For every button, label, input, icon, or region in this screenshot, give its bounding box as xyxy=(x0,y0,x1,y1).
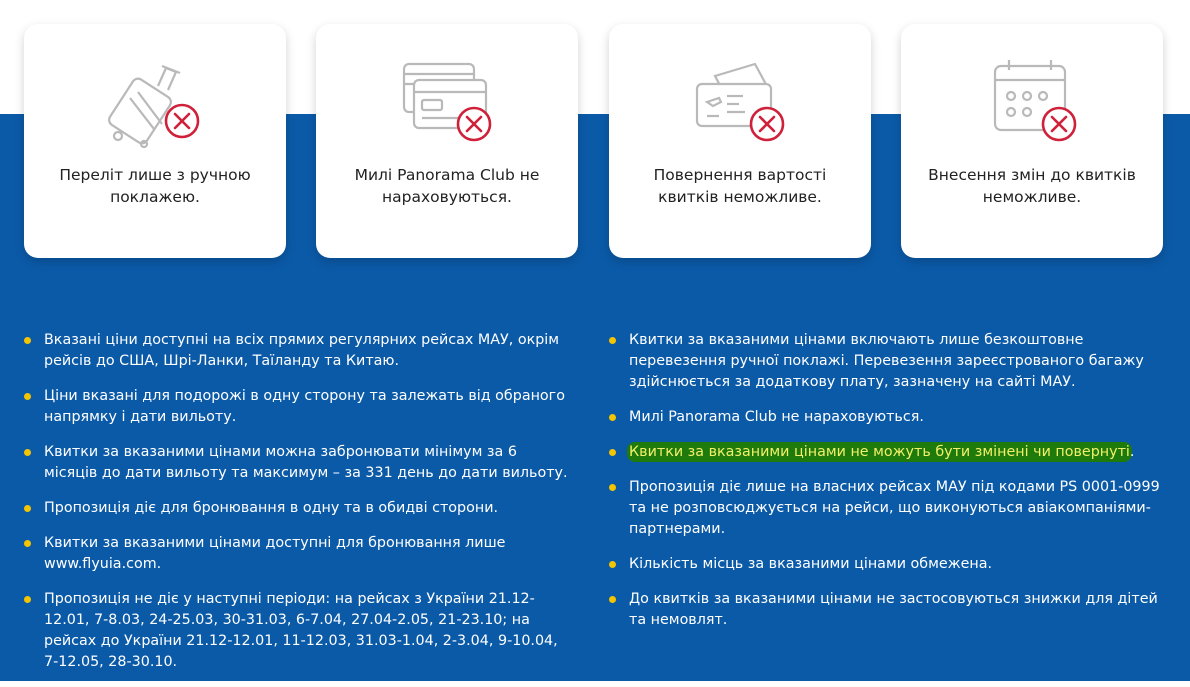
bullet-dot-icon xyxy=(609,337,616,344)
card-text: Повернення вартості квитків неможливе. xyxy=(653,166,827,206)
bullet-dot-icon xyxy=(24,540,31,547)
list-item-highlighted: Квитки за вказаними цінами не можуть бути змінені чи повернуті. xyxy=(609,442,1165,463)
cross-icon xyxy=(166,105,198,137)
list-item: Квитки за вказаними цінами включають лише безкоштовне перевезення ручної поклажі. Перевезення зареєстрованого багажу здійснюється за додаткову плату, зазначену на сайті МАУ. xyxy=(609,330,1165,393)
bullet-dot-icon xyxy=(24,505,31,512)
ticket-icon xyxy=(685,58,795,148)
list-item: Милі Panorama Club не нараховуються. xyxy=(609,407,1165,428)
list-item: Пропозиція не діє у наступні періоди: на рейсах з України 21.12-12.01, 7-8.03, 24-25.03, 30-31.03, 6-7.04, 27.04-2.05, 21-23.10; на рейсах до України 21.12-12.01, 11-12.03, 31.03-1.04, 2-3.04, 9-10.04, 7-12.05, 28-30.10. xyxy=(24,589,572,673)
card-text: Переліт лише з ручною поклажею. xyxy=(59,166,251,206)
bullet-dot-icon xyxy=(24,393,31,400)
left-bullet-list xyxy=(24,330,572,687)
cross-icon xyxy=(751,108,783,140)
bullet-dot-icon xyxy=(24,449,31,456)
list-item: Кількість місць за вказаними цінами обмежена. xyxy=(609,554,1165,575)
bullet-dot-icon xyxy=(609,449,616,456)
card-text: Милі Panorama Club не нараховуються. xyxy=(354,166,540,206)
bullet-dot-icon xyxy=(609,596,616,603)
highlighted-text: Квитки за вказаними цінами не можуть бути змінені чи повернуті xyxy=(629,444,1130,460)
list-item: До квитків за вказаними цінами не застосовуються знижки для дітей та немовлят. xyxy=(609,589,1165,631)
cross-icon xyxy=(458,108,490,140)
card-text: Внесення змін до квитків неможливе. xyxy=(928,166,1136,206)
list-item: Квитки за вказаними цінами доступні для бронювання лише www.flyuia.com. xyxy=(24,533,572,575)
credit-cards-icon xyxy=(392,58,502,148)
list-item: Квитки за вказаними цінами можна забронювати мінімум за 6 місяців до дати вильоту та максимум – за 331 день до дати вильоту. xyxy=(24,442,572,484)
list-item: Пропозиція діє для бронювання в одну та в обидві сторони. xyxy=(24,498,572,519)
list-item: Пропозиція діє лише на власних рейсах МАУ під кодами PS 0001-0999 та не розповсюджується на рейси, що виконуються авіакомпаніями-партнерами. xyxy=(609,477,1165,540)
card-hand-luggage xyxy=(24,24,286,258)
list-item: Ціни вказані для подорожі в одну сторону та залежать від обраного напрямку і дати вильоту. xyxy=(24,386,572,428)
calendar-icon xyxy=(977,58,1087,148)
right-bullet-list xyxy=(609,330,1165,645)
bullet-dot-icon xyxy=(609,561,616,568)
bullet-dot-icon xyxy=(609,484,616,491)
suitcase-icon xyxy=(100,58,210,148)
bullet-dot-icon xyxy=(24,337,31,344)
bullet-dot-icon xyxy=(24,596,31,603)
bullet-dot-icon xyxy=(609,414,616,421)
cross-icon xyxy=(1043,108,1075,140)
card-miles xyxy=(316,24,578,258)
list-item: Вказані ціни доступні на всіх прямих регулярних рейсах МАУ, окрім рейсів до США, Шрі-Ланки, Таїланду та Китаю. xyxy=(24,330,572,372)
card-changes xyxy=(901,24,1163,258)
card-refund xyxy=(609,24,871,258)
